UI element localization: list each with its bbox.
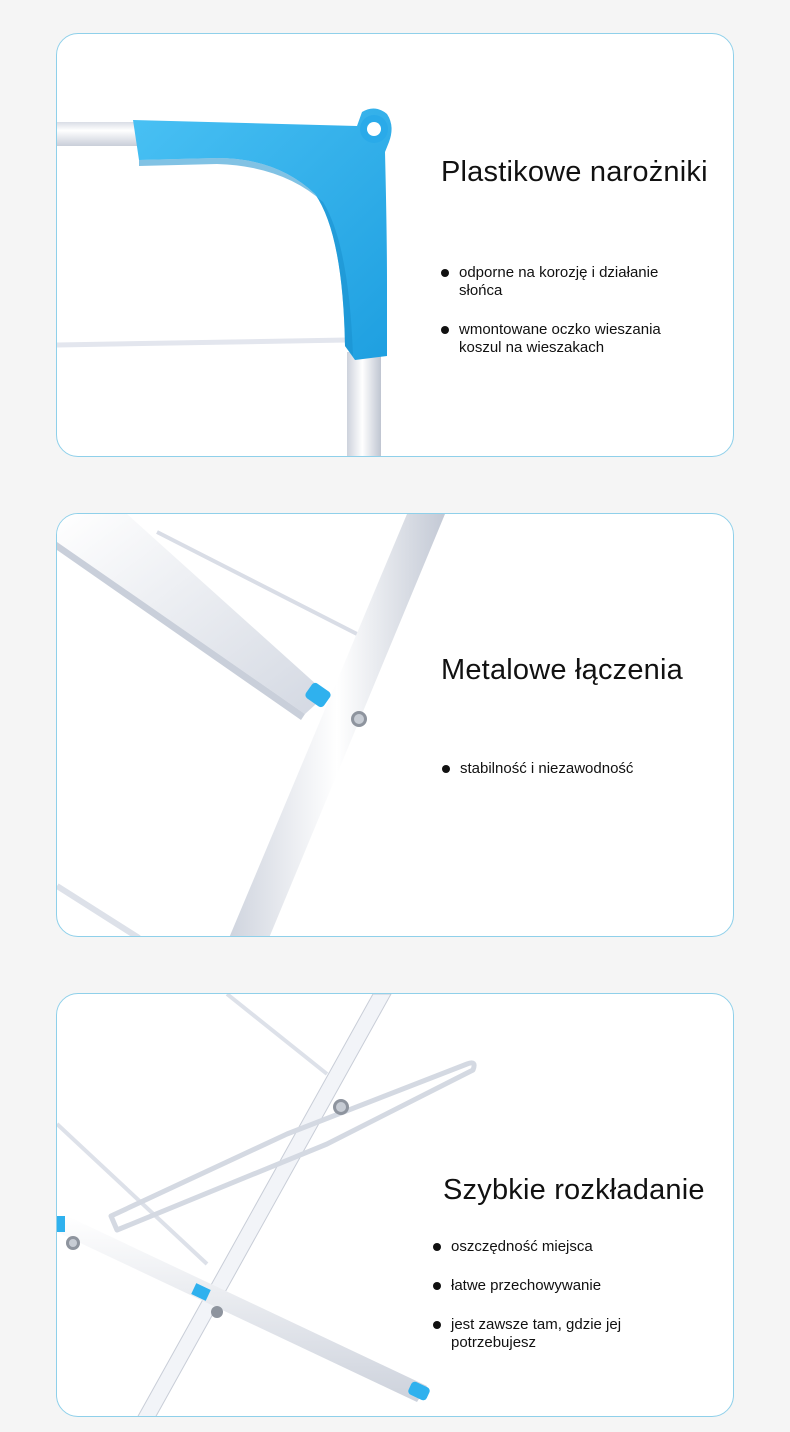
feature-list [438, 760, 698, 799]
list-item [438, 760, 698, 778]
plastic-corner-photo [57, 34, 734, 457]
list-item [429, 1238, 689, 1256]
bullet-dot-icon [442, 765, 450, 773]
bullet-text: wmontowane oczko wieszania koszul na wieszakach [459, 321, 661, 356]
bullet-text: łatwe przechowywanie [451, 1277, 602, 1294]
bullet-dot-icon [441, 269, 449, 277]
section-title: Szybkie rozkładanie [443, 1174, 705, 1206]
section-title: Metalowe łączenia [441, 654, 683, 686]
bullet-text: jest zawsze tam, gdzie jej potrzebujesz [451, 1316, 622, 1351]
list-item [437, 264, 697, 300]
list-item [437, 321, 697, 357]
list-item [429, 1277, 689, 1295]
bullet-dot-icon [433, 1243, 441, 1251]
feature-card-quick-unfolding [56, 993, 734, 1417]
bullet-dot-icon [441, 326, 449, 334]
bullet-dot-icon [433, 1282, 441, 1290]
section-title: Plastikowe narożniki [441, 156, 708, 188]
feature-card-metal-joints [56, 513, 734, 937]
bullet-text: stabilność i niezawodność [460, 760, 634, 777]
feature-list [437, 264, 697, 378]
feature-card-plastic-corners [56, 33, 734, 457]
feature-list [429, 1238, 689, 1373]
bullet-text: odporne na korozję i działanie słońca [459, 264, 659, 299]
bullet-text: oszczędność miejsca [451, 1238, 593, 1255]
bullet-dot-icon [433, 1321, 441, 1329]
list-item [429, 1316, 689, 1352]
metal-joint-photo [57, 514, 734, 937]
